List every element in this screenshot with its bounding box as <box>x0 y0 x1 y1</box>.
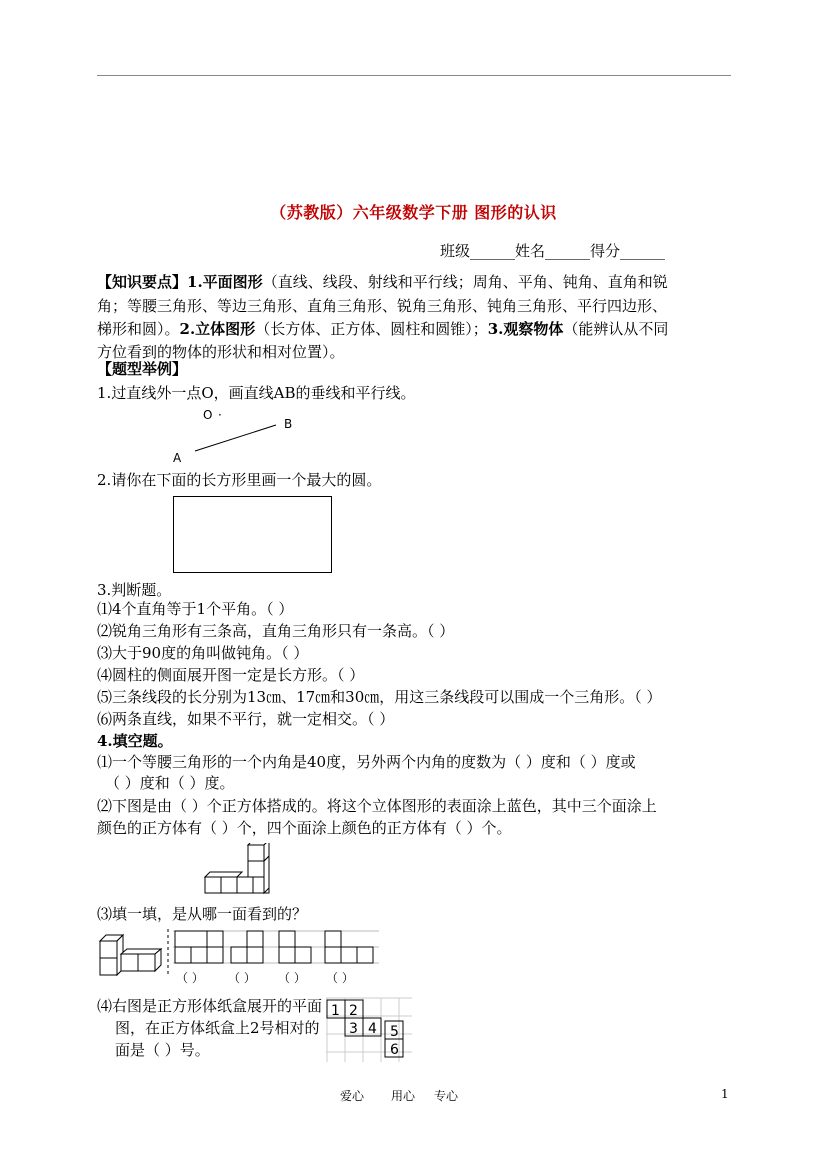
q4-cube-stack-figure <box>200 843 275 895</box>
line-ab <box>195 425 276 451</box>
knowledge-line3-c: （长方体、正方体、圆柱和圆锥）； <box>255 320 488 338</box>
examples-label: 【题型举例】 <box>97 360 188 378</box>
point-o-dot: · <box>218 408 222 422</box>
q3-item-4: ⑷圆柱的侧面展开图一定是长方形。（ ） <box>97 666 365 684</box>
knowledge-label: 【知识要点】 <box>97 273 188 291</box>
q1-number: 1. <box>97 384 112 402</box>
knowledge-plane-figures: 1.平面图形 <box>187 273 263 291</box>
class-name-score-line: 班级______姓名______得分______ <box>440 242 666 260</box>
point-a-label: A <box>173 451 182 465</box>
view-1 <box>175 931 223 963</box>
q1-prompt: 过直线外一点O，画直线AB的垂线和平行线。 <box>111 384 416 402</box>
q4-p4-line2: 图，在正方体纸盒上2号相对的 <box>115 1019 320 1037</box>
q3-item-2: ⑵锐角三角形有三条高，直角三角形只有一条高。（ ） <box>97 622 455 640</box>
knowledge-solid-figures: 2.立体图形 <box>179 320 256 338</box>
knowledge-line-3 <box>97 319 668 339</box>
q4-p4-line1: ⑷右图是正方形体纸盒展开的平面 <box>97 997 323 1015</box>
view-4-blank: （ ） <box>326 971 354 985</box>
view-2-blank: （ ） <box>228 971 256 985</box>
knowledge-line1-text: （直线、线段、射线和平行线；周角、平角、钝角、直角和锐 <box>262 273 668 291</box>
footer-aixin: 爱心 <box>340 1089 365 1103</box>
view-3-blank: （ ） <box>278 971 306 985</box>
footer-zhuanxin: 专心 <box>434 1089 459 1103</box>
q2-prompt: 请你在下面的长方形里画一个最大的圆。 <box>111 471 382 489</box>
net-face-5: 5 <box>390 1024 399 1040</box>
q3-item-3: ⑶大于90度的角叫做钝角。（ ） <box>97 644 309 662</box>
view-3 <box>279 931 311 963</box>
net-face-2: 2 <box>349 1003 358 1019</box>
knowledge-line-4: 方位看到的物体的形状和相对位置）。 <box>97 343 345 361</box>
q4-cube-net-figure <box>324 996 414 1064</box>
q1-line-figure <box>160 405 300 465</box>
q3-item-1: ⑴4个直角等于1个平角。（ ） <box>97 600 294 618</box>
knowledge-observe-objects: 3.观察物体 <box>487 320 564 338</box>
net-face-4: 4 <box>368 1021 377 1037</box>
q3-item-5: ⑸三条线段的长分别为13㎝、17㎝和30㎝，用这三条线段可以围成一个三角形。（ ） <box>97 688 662 706</box>
q1-text <box>97 383 415 403</box>
header-rule <box>97 75 731 76</box>
view-2 <box>231 931 263 963</box>
q4-p2-line1: ⑵下图是由（ ）个正方体搭成的。将这个立体图形的表面涂上蓝色，其中三个面涂上 <box>97 797 657 815</box>
point-b-label: B <box>284 417 293 431</box>
q4-p2-line2: 颜色的正方体有（ ）个，四个面涂上颜色的正方体有（ ）个。 <box>97 819 512 837</box>
q4-heading: 4.填空题。 <box>97 732 173 750</box>
net-face-3: 3 <box>349 1021 358 1037</box>
point-o-label: O <box>203 408 213 422</box>
view-4 <box>325 931 373 963</box>
q4-p3: ⑶填一填，是从哪一面看到的？ <box>97 905 308 923</box>
page-title: （苏教版）六年级数学下册 图形的认识 <box>270 203 557 222</box>
q3-item-6: ⑹两条直线，如果不平行，就一定相交。（ ） <box>97 710 395 728</box>
q4-3d-block <box>100 935 161 975</box>
footer-yongxin: 用心 <box>391 1089 416 1103</box>
page-number: 1 <box>721 1087 729 1101</box>
q2-text <box>97 470 381 490</box>
q2-rectangle <box>173 496 332 573</box>
view-1-blank: （ ） <box>176 971 204 985</box>
knowledge-line-1 <box>97 272 668 292</box>
net-face-1: 1 <box>331 1003 340 1019</box>
q2-number: 2. <box>97 471 112 489</box>
q4-p4-line3: 面是（ ）号。 <box>115 1041 210 1059</box>
net-face-6: 6 <box>390 1042 399 1058</box>
q4-p1-line1: ⑴一个等腰三角形的一个内角是40度，另外两个内角的度数为（ ）度和（ ）度或 <box>97 753 636 771</box>
knowledge-line3-a: 梯形和圆）。 <box>97 320 180 338</box>
q4-p1-line2: （ ）度和（ ）度。 <box>105 774 235 792</box>
knowledge-line3-e: （能辨认从不同 <box>563 320 669 338</box>
q3-heading: 3.判断题。 <box>97 581 172 599</box>
knowledge-line-2: 角；等腰三角形、等边三角形、直角三角形、锐角三角形、钝角三角形、平行四边形、 <box>97 297 668 315</box>
